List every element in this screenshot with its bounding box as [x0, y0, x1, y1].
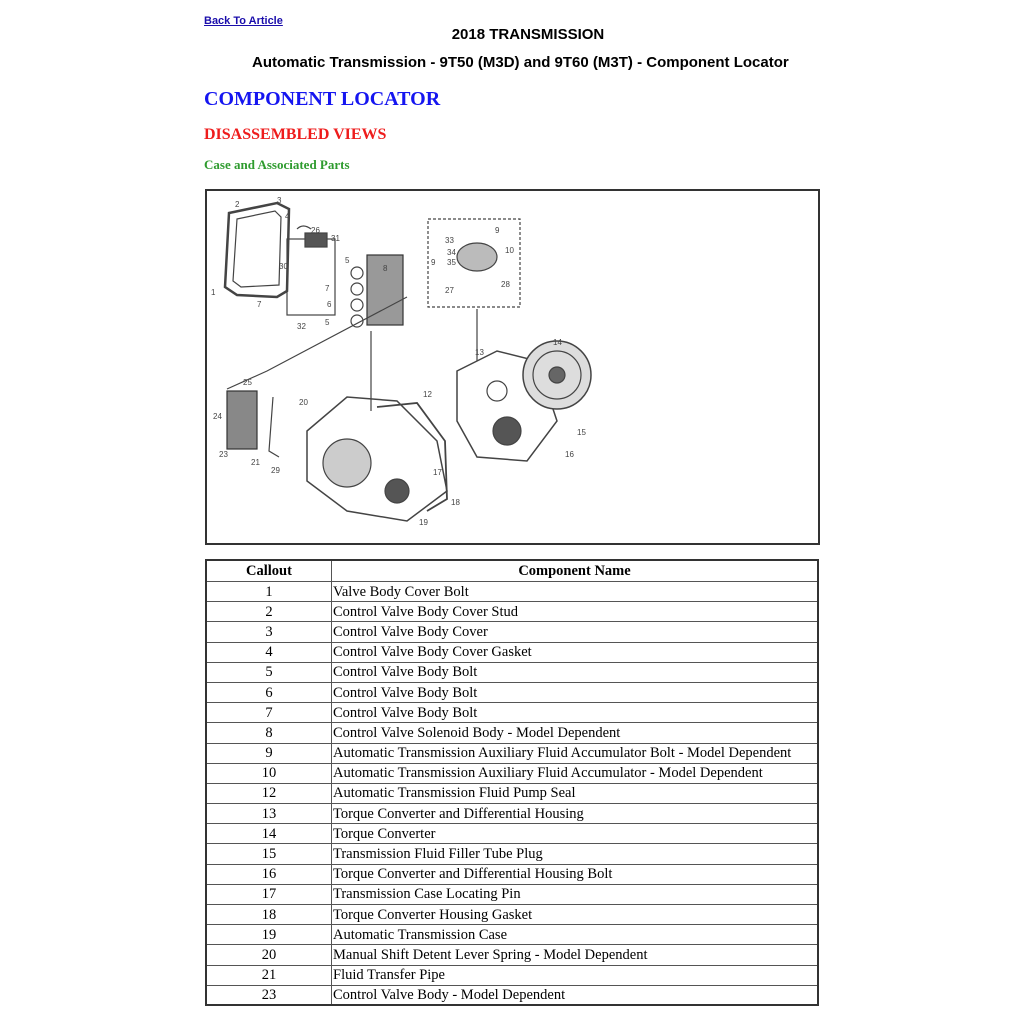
table-row: [206, 602, 818, 622]
table-row: [206, 804, 818, 824]
exploded-view-diagram: [205, 189, 820, 545]
table-row: [206, 864, 818, 884]
callout-cell: 10: [206, 763, 332, 783]
callout-cell: 4: [206, 642, 332, 662]
svg-text:5: 5: [325, 318, 330, 327]
callout-cell: 8: [206, 723, 332, 743]
svg-text:24: 24: [213, 412, 222, 421]
table-row: [206, 763, 818, 783]
component-name-cell: Control Valve Body Cover Stud: [332, 602, 819, 622]
table-row: [206, 844, 818, 864]
callout-cell: 14: [206, 824, 332, 844]
component-name-cell: Control Valve Solenoid Body - Model Dependent: [332, 723, 819, 743]
component-name-cell: Torque Converter Housing Gasket: [332, 905, 819, 925]
component-name-cell: Control Valve Body - Model Dependent: [332, 985, 819, 1005]
component-name-cell: Fluid Transfer Pipe: [332, 965, 819, 985]
callout-cell: 2: [206, 602, 332, 622]
callout-cell: 7: [206, 703, 332, 723]
component-name-cell: Torque Converter and Differential Housing Bolt: [332, 864, 819, 884]
component-name-cell: Control Valve Body Bolt: [332, 703, 819, 723]
svg-text:12: 12: [423, 390, 432, 399]
callout-cell: 19: [206, 925, 332, 945]
svg-text:17: 17: [433, 468, 442, 477]
svg-text:21: 21: [251, 458, 260, 467]
component-locator-heading: COMPONENT LOCATOR: [204, 88, 441, 110]
table-row: [206, 985, 818, 1005]
table-row: [206, 824, 818, 844]
table-row: [206, 642, 818, 662]
callout-cell: 9: [206, 743, 332, 763]
svg-text:15: 15: [577, 428, 586, 437]
svg-text:29: 29: [271, 466, 280, 475]
svg-text:9: 9: [495, 226, 500, 235]
component-name-cell: Transmission Fluid Filler Tube Plug: [332, 844, 819, 864]
svg-text:34: 34: [447, 248, 456, 257]
svg-text:23: 23: [219, 450, 228, 459]
svg-text:27: 27: [445, 286, 454, 295]
table-header-row: [206, 560, 818, 582]
callout-cell: 1: [206, 582, 332, 602]
callout-cell: 23: [206, 985, 332, 1005]
callout-cell: 21: [206, 965, 332, 985]
svg-text:19: 19: [419, 518, 428, 527]
case-parts-heading: Case and Associated Parts: [204, 157, 350, 172]
svg-text:13: 13: [475, 348, 484, 357]
table-row: [206, 884, 818, 904]
component-name-cell: Automatic Transmission Auxiliary Fluid Accumulator - Model Dependent: [332, 763, 819, 783]
table-row: [206, 682, 818, 702]
svg-text:33: 33: [445, 236, 454, 245]
table-row: [206, 905, 818, 925]
svg-text:28: 28: [501, 280, 510, 289]
header-component-name: Component Name: [332, 560, 819, 582]
table-row: [206, 703, 818, 723]
component-name-cell: Torque Converter: [332, 824, 819, 844]
svg-text:3: 3: [277, 196, 282, 205]
svg-text:4: 4: [285, 212, 290, 221]
component-name-cell: Transmission Case Locating Pin: [332, 884, 819, 904]
svg-text:14: 14: [553, 338, 562, 347]
callout-cell: 20: [206, 945, 332, 965]
component-name-cell: Automatic Transmission Auxiliary Fluid Accumulator Bolt - Model Dependent: [332, 743, 819, 763]
component-name-cell: Control Valve Body Bolt: [332, 682, 819, 702]
svg-text:26: 26: [311, 226, 320, 235]
svg-text:5: 5: [345, 256, 350, 265]
callout-cell: 16: [206, 864, 332, 884]
component-name-cell: Control Valve Body Cover: [332, 622, 819, 642]
svg-text:7: 7: [325, 284, 330, 293]
transmission-diagram-illustration: [207, 191, 818, 543]
document-title: 2018 TRANSMISSION: [451, 26, 605, 43]
callout-cell: 18: [206, 905, 332, 925]
svg-text:20: 20: [299, 398, 308, 407]
component-name-cell: Control Valve Body Cover Gasket: [332, 642, 819, 662]
disassembled-views-heading: DISASSEMBLED VIEWS: [204, 126, 387, 143]
callout-cell: 6: [206, 682, 332, 702]
component-table: [205, 559, 819, 1006]
callout-cell: 5: [206, 662, 332, 682]
svg-text:30: 30: [279, 262, 288, 271]
component-name-cell: Valve Body Cover Bolt: [332, 582, 819, 602]
table-row: [206, 743, 818, 763]
table-row: [206, 925, 818, 945]
svg-text:9: 9: [431, 258, 436, 267]
table-row: [206, 965, 818, 985]
svg-text:16: 16: [565, 450, 574, 459]
callout-cell: 12: [206, 783, 332, 803]
table-row: [206, 783, 818, 803]
back-to-article-link[interactable]: Back To Article: [204, 15, 283, 27]
svg-text:18: 18: [451, 498, 460, 507]
table-row: [206, 723, 818, 743]
component-name-cell: Manual Shift Detent Lever Spring - Model Dependent: [332, 945, 819, 965]
svg-text:35: 35: [447, 258, 456, 267]
svg-text:6: 6: [327, 300, 332, 309]
header-callout: Callout: [206, 560, 332, 582]
table-row: [206, 662, 818, 682]
svg-text:10: 10: [505, 246, 514, 255]
table-row: [206, 582, 818, 602]
callout-cell: 13: [206, 804, 332, 824]
svg-text:7: 7: [257, 300, 262, 309]
document-subtitle: Automatic Transmission - 9T50 (M3D) and 9T60 (M3T) - Component Locator: [252, 54, 789, 71]
svg-text:32: 32: [297, 322, 306, 331]
svg-text:8: 8: [383, 264, 388, 273]
callout-cell: 3: [206, 622, 332, 642]
callout-cell: 17: [206, 884, 332, 904]
table-row: [206, 622, 818, 642]
callout-cell: 15: [206, 844, 332, 864]
table-row: [206, 945, 818, 965]
component-name-cell: Torque Converter and Differential Housing: [332, 804, 819, 824]
svg-text:25: 25: [243, 378, 252, 387]
component-name-cell: Automatic Transmission Case: [332, 925, 819, 945]
component-name-cell: Control Valve Body Bolt: [332, 662, 819, 682]
svg-text:2: 2: [235, 200, 240, 209]
svg-text:31: 31: [331, 234, 340, 243]
component-name-cell: Automatic Transmission Fluid Pump Seal: [332, 783, 819, 803]
svg-text:1: 1: [211, 288, 216, 297]
